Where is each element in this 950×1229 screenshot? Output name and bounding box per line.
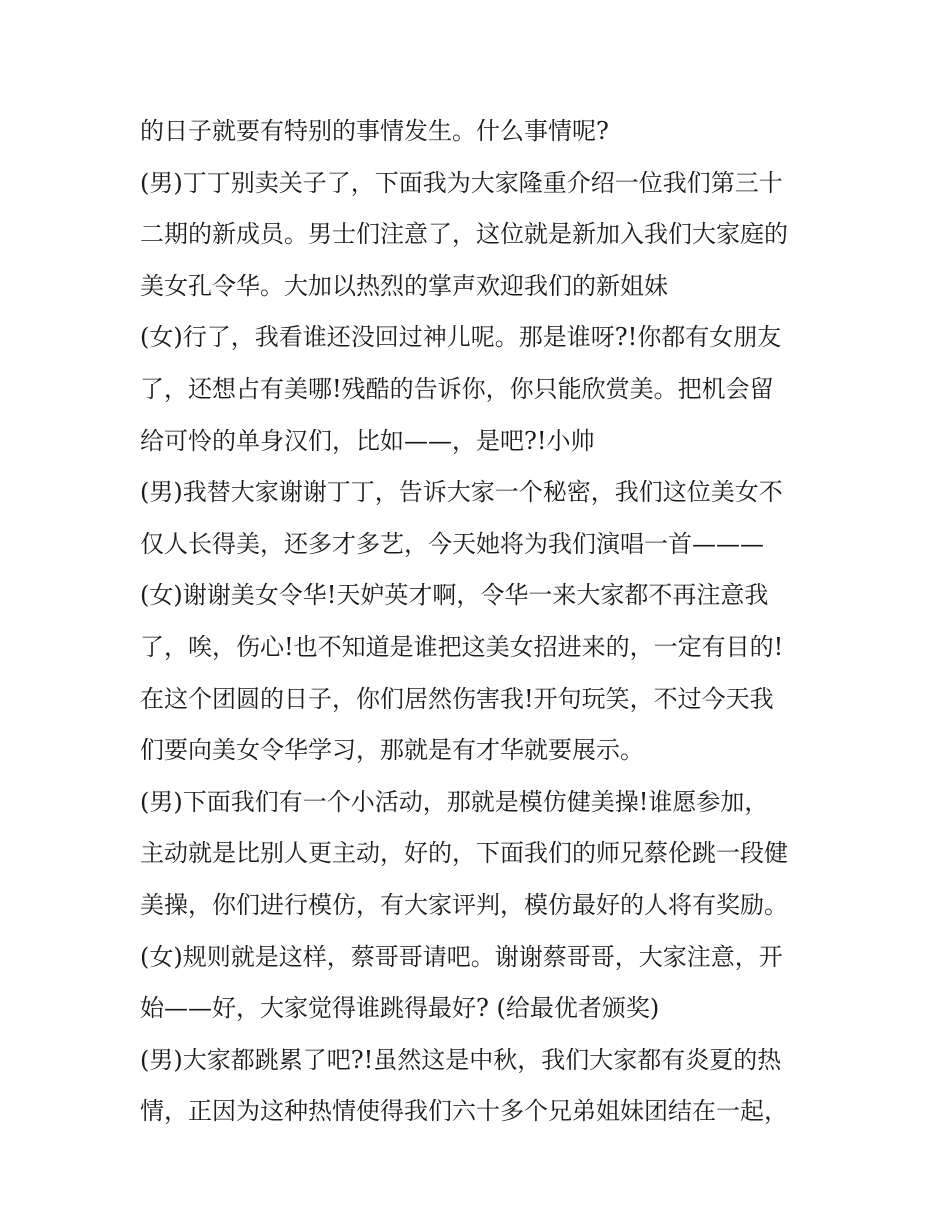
document-body: [140, 106, 820, 1138]
text-line: 们要向美女令华学习，那就是有才华就要展示。: [140, 736, 644, 765]
text-line: (男)大家都跳累了吧?!虽然这是中秋，我们大家都有炎夏的热: [140, 1045, 782, 1074]
text-line: 二期的新成员。男士们注意了，这位就是新加入我们大家庭的: [140, 220, 788, 249]
text-line: 美操，你们进行模仿，有大家评判，模仿最好的人将有奖励。: [140, 890, 788, 919]
text-line: (女)规则就是这样，蔡哥哥请吧。谢谢蔡哥哥，大家注意，开: [140, 942, 783, 971]
text-line: 在这个团圆的日子，你们居然伤害我!开句玩笑，不过今天我: [140, 684, 774, 713]
text-line: (女)行了，我看谁还没回过神儿呢。那是谁呀?!你都有女朋友: [140, 323, 782, 352]
text-line: (男)我替大家谢谢丁丁，告诉大家一个秘密，我们这位美女不: [140, 478, 783, 507]
text-line: 美女孔令华。大加以热烈的掌声欢迎我们的新姐妹: [140, 271, 668, 300]
text-line: 给可怜的单身汉们，比如——，是吧?!小帅: [140, 426, 595, 455]
text-line: 的日子就要有特别的事情发生。什么事情呢?: [140, 117, 609, 145]
text-line: 情，正因为这种热情使得我们六十多个兄弟姐妹团结在一起，: [140, 1097, 788, 1126]
text-line: 了，还想占有美哪!残酷的告诉你，你只能欣赏美。把机会留: [140, 374, 774, 403]
text-line: 主动就是比别人更主动，好的，下面我们的师兄蔡伦跳一段健: [140, 839, 788, 868]
text-line: (男)下面我们有一个小活动，那就是模仿健美操!谁愿参加，: [140, 787, 769, 816]
text-line: (女)谢谢美女令华!天妒英才啊，令华一来大家都不再注意我: [140, 581, 769, 610]
text-line: 仅人长得美，还多才多艺，今天她将为我们演唱一首———: [140, 529, 764, 558]
text-line: 了，唉，伤心!也不知道是谁把这美女招进来的，一定有目的!: [140, 632, 784, 661]
text-line: 始——好，大家觉得谁跳得最好? (给最优者颁奖): [140, 994, 660, 1023]
text-line: (男)丁丁别卖关子了，下面我为大家隆重介绍一位我们第三十: [140, 168, 783, 197]
